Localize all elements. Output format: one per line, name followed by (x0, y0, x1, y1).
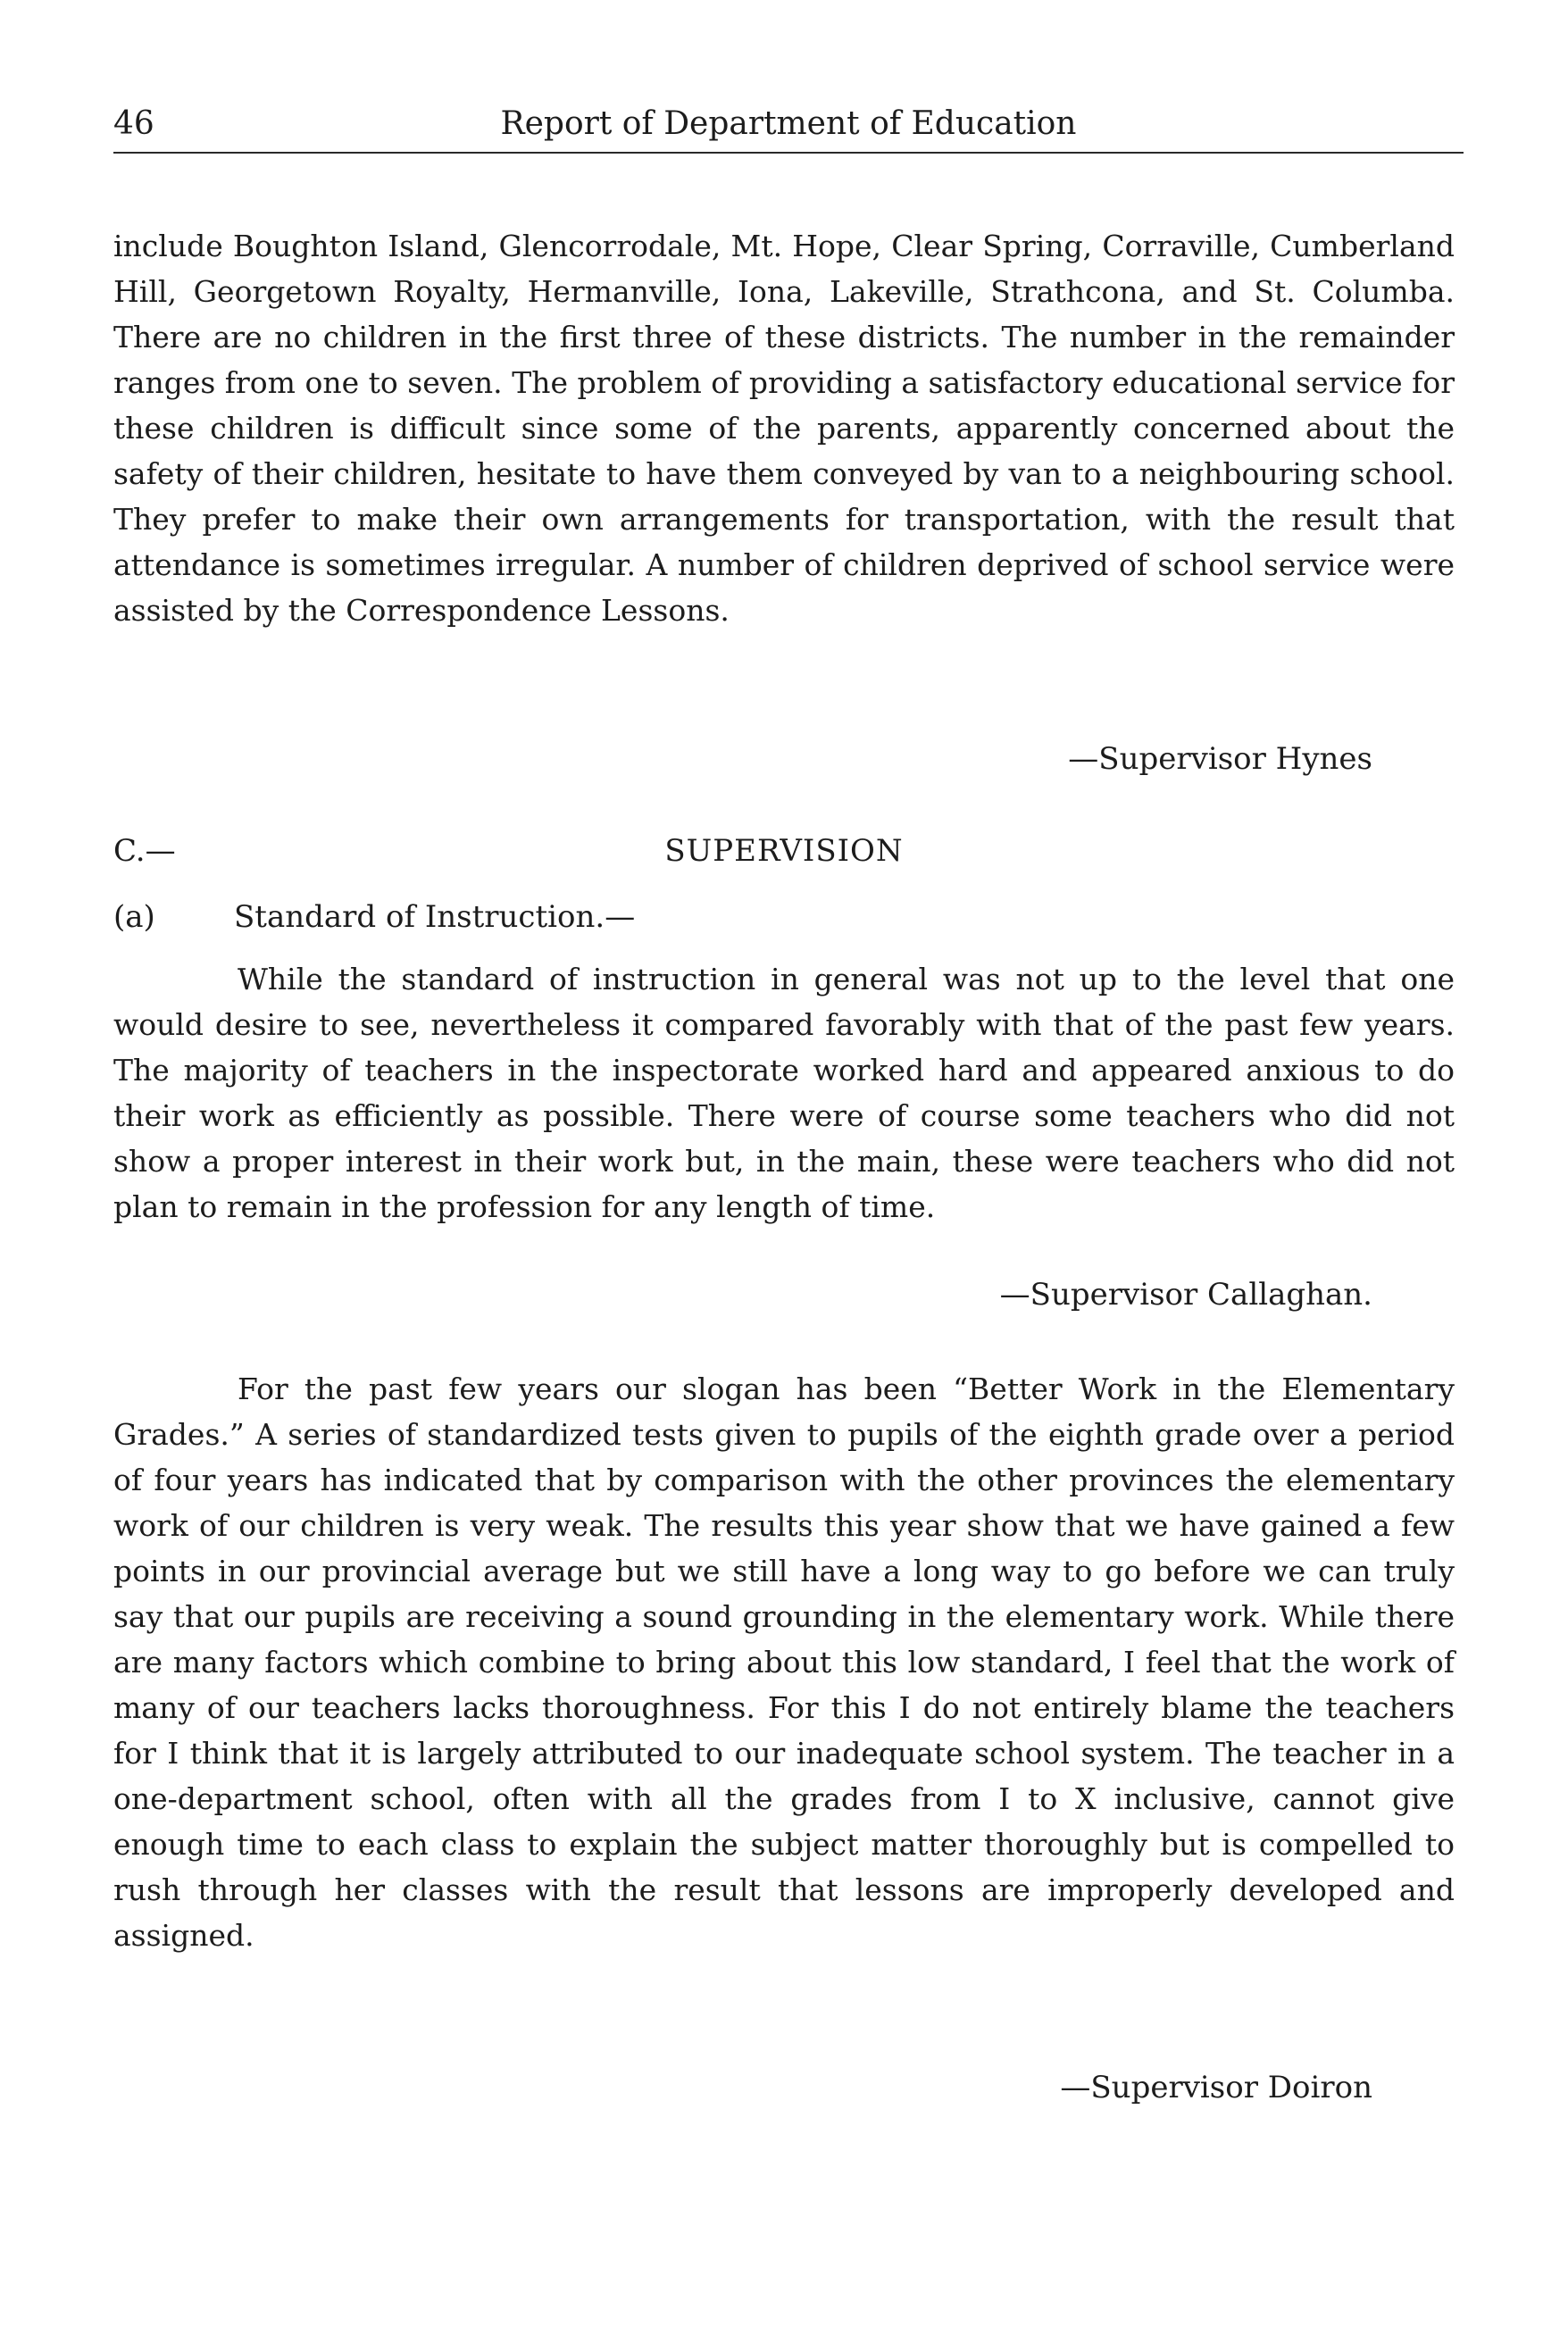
subsection-marker: (a) (113, 899, 155, 935)
paragraph-text: include Boughton Island, Glencorrodale, Mt. Hope, Clear Spring, Corraville, Cumberland Hill, Georgetown Royalty, Hermanville, Iona, Lakeville, Strathcona, and St. Columba. There are no children in the first three of these districts. The number in the remainder ranges from one to seven. The problem of providing a satisfactory educational service for these children is difficult since some of the parents, apparently concerned about the safety of their children, hesitate to have them conveyed by van to a neighbouring school. They prefer to make their own arrangements for transportation, with the result that attendance is sometimes irregular. A number of children deprived of school service were assisted by the Correspondence Lessons. (113, 229, 1455, 628)
signature-hynes: —Supervisor Hynes (1068, 741, 1372, 777)
page-number: 46 (113, 105, 154, 142)
section-title: SUPERVISION (664, 833, 904, 869)
paragraph-text: For the past few years our slogan has been “Better Work in the Elementary Grades.” A series of standardized tests given to pupils of the eighth grade over a period of four years has indicated that by comparison with the other provinces the elementary work of our children is very weak. The results this year show that we have gained a few points in our provincial average but we still have a long way to go before we can truly say that our pupils are receiving a sound grounding in the elementary work. While there are many factors which combine to bring about this low standard, I feel that the work of many of our teachers lacks thoroughness. For this I do not entirely blame the teachers for I think that it is largely attributed to our inadequate school system. The teacher in a one-department school, often with all the grades from I to X inclusive, cannot give enough time to each class to explain the subject matter thoroughly but is compelled to rush through her classes with the result that lessons are improperly developed and assigned. (113, 1371, 1455, 1953)
paragraph-districts (113, 223, 1455, 633)
signature-callaghan: —Supervisor Callaghan. (999, 1277, 1372, 1313)
paragraph-better-work (113, 1366, 1455, 1958)
running-title: Report of Department of Education (500, 105, 1077, 142)
signature-doiron: —Supervisor Doiron (1060, 2070, 1372, 2105)
running-header (113, 102, 1464, 154)
subsection-title: Standard of Instruction.— (234, 899, 636, 935)
paragraph-standard-of-instruction (113, 956, 1455, 1230)
section-letter: C.— (113, 833, 176, 869)
paragraph-text: While the standard of instruction in general was not up to the level that one would desire to see, nevertheless it compared favorably with that of the past few years. The majority of teachers in the inspectorate worked hard and appeared anxious to do their work as efficiently as possible. There were of course some teachers who did not show a proper interest in their work but, in the main, these were teachers who did not plan to remain in the profession for any length of time. (113, 962, 1455, 1224)
